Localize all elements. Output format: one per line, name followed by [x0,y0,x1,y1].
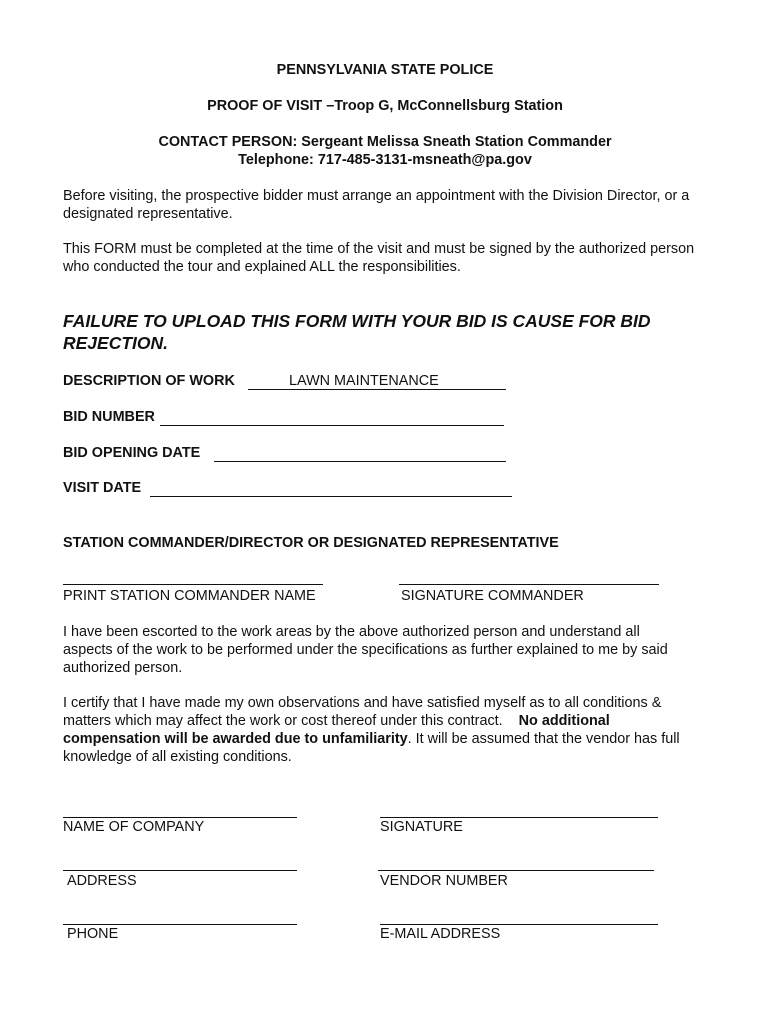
escort-statement: I have been escorted to the work areas by the above authorized person and understand all aspects of the work to be performed under the specifications as further explained to me by said authorized person. [63,624,668,676]
commander-section-heading: STATION COMMANDER/DIRECTOR OR DESIGNATED REPRESENTATIVE [63,535,559,551]
certification-text-start: I certify that I have made my own observations and have satisfied myself as to all conditions & matters which may affect the work or cost thereof under this contract. [63,695,662,729]
instruction-appointment: Before visiting, the prospective bidder must arrange an appointment with the Division Director, or a designated representative. [63,188,690,222]
commander-name-line[interactable] [63,584,323,585]
address-line[interactable] [63,870,297,871]
upload-warning: FAILURE TO UPLOAD THIS FORM WITH YOUR BID IS CAUSE FOR BID REJECTION. [63,311,651,353]
commander-name-caption: PRINT STATION COMMANDER NAME [63,588,316,604]
visit-date-input-line[interactable] [150,496,512,497]
bid-opening-date-input-line[interactable] [214,461,506,462]
bid-number-label: BID NUMBER [63,409,155,425]
description-of-work-value[interactable]: LAWN MAINTENANCE [289,373,439,389]
commander-signature-line[interactable] [399,584,659,585]
certification-text-end: . It will be assumed that the vendor has full knowledge of all existing conditions. [63,731,680,765]
company-name-caption: NAME OF COMPANY [63,819,205,835]
contact-person: CONTACT PERSON: Sergeant Melissa Sneath Station Commander [158,134,612,150]
email-caption: E-MAIL ADDRESS [380,926,501,942]
bid-opening-date-label: BID OPENING DATE [63,445,201,461]
form-title: PROOF OF VISIT –Troop G, McConnellsburg Station [207,98,563,114]
commander-signature-caption: SIGNATURE COMMANDER [401,588,584,604]
vendor-signature-caption: SIGNATURE [380,819,463,835]
certification-statement [63,694,688,766]
bid-number-input-line[interactable] [160,425,504,426]
address-caption: ADDRESS [67,873,137,889]
visit-date-label: VISIT DATE [63,480,142,496]
phone-caption: PHONE [67,926,119,942]
vendor-number-caption: VENDOR NUMBER [380,873,508,889]
vendor-number-line[interactable] [378,870,654,871]
phone-line[interactable] [63,924,297,925]
description-of-work-label: DESCRIPTION OF WORK [63,373,235,389]
company-name-line[interactable] [63,817,297,818]
certification-text-bold: No additional compensation will be awarded due to unfamiliarity [63,713,610,747]
instruction-completion: This FORM must be completed at the time of the visit and must be signed by the authorized person who conducted the tour and explained ALL the responsibilities. [63,241,695,275]
description-of-work-line [248,389,506,390]
contact-telephone: Telephone: 717-485-3131-msneath@pa.gov [238,152,532,168]
email-line[interactable] [380,924,658,925]
vendor-signature-line[interactable] [380,817,658,818]
agency-title: PENNSYLVANIA STATE POLICE [276,62,494,78]
